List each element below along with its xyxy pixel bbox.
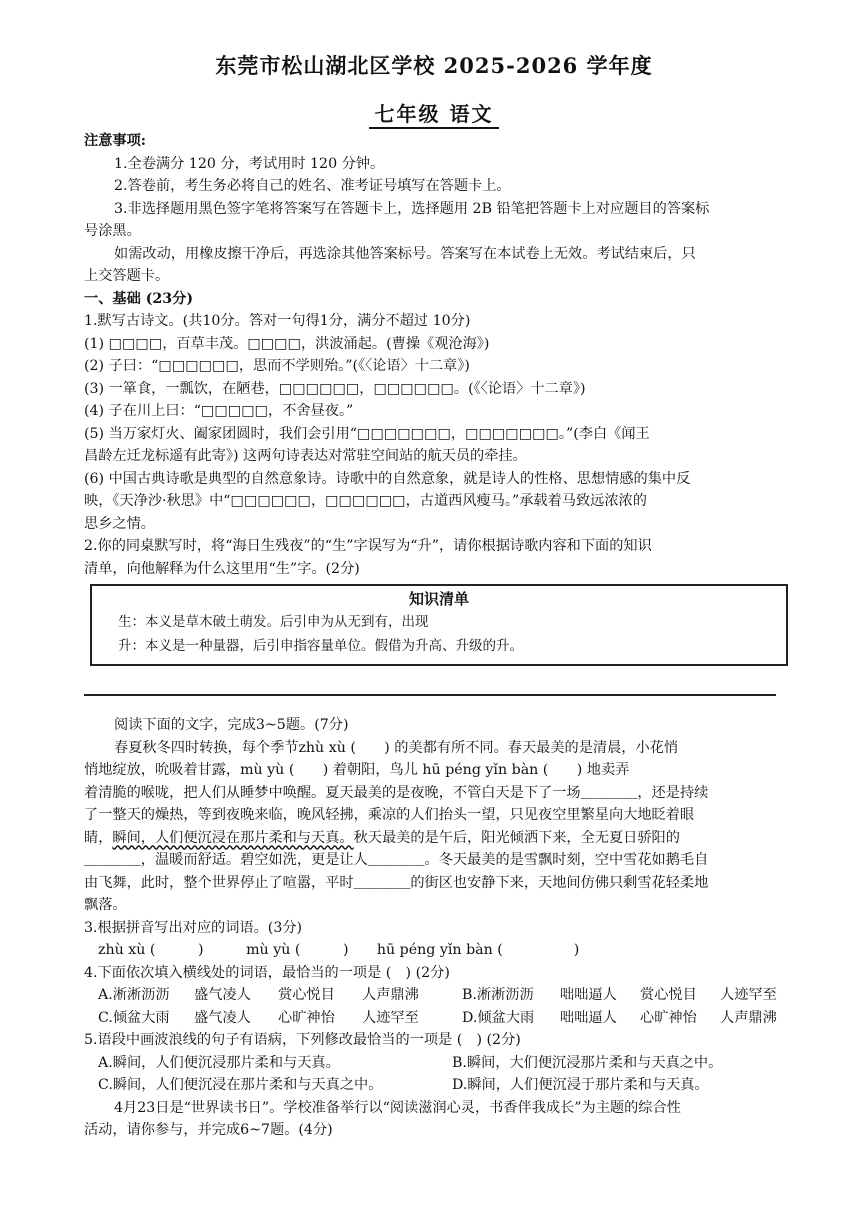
q4-option-word: 人声鼎沸 [720, 1009, 777, 1026]
q4-option-word: 赏心悦目 [278, 987, 335, 1003]
q6-intro: 4月23日是“世界读书日”。学校准备举行以“阅读滋润心灵，书香伴我成长”为主题的综合性 [114, 1099, 681, 1116]
passage-line: ＿＿＿＿，温暖而舒适。碧空如洗，更是让人＿＿＿＿。冬天最美的是雪飘时刻，空中雪花如鹅毛自 [84, 852, 709, 868]
q4-option-word: C.倾盆大雨 [98, 1009, 170, 1026]
q4-option-word: 咄咄逼人 [560, 987, 617, 1003]
wavy-sentence: 瞬间，人们便沉浸在那片柔和与天真。 [112, 829, 354, 846]
exam-subtitle [0, 98, 868, 127]
q4-option-word: 盛气凌人 [194, 1009, 251, 1026]
q1-line: 昌龄左迁龙标遥有此寄》) 这两句诗表达对常驻空间站的航天员的牵挂。 [84, 448, 527, 464]
q1-stem: 1.默写古诗文。(共10分。答对一句得1分，满分不超过 10分) [84, 313, 471, 329]
passage-text: 秋天最美的是午后，阳光倾洒下来，全无夏日骄阳的 [353, 829, 680, 846]
q5-option: A.瞬间，人们便沉浸那片柔和与天真。 [98, 1054, 340, 1071]
knowledge-box-line: 升：本义是一种量器，后引申指容量单位。假借为升高、升级的升。 [118, 638, 523, 654]
q4-option-word: 心旷神怡 [640, 1009, 697, 1026]
q1-line: 映，《天净沙·秋思》中“□□□□□□，□□□□□□，古道西风瘦马。”承载着马致远浓浓的 [84, 493, 647, 509]
q1-line: (1) □□□□，百草丰茂。□□□□，洪波涌起。(曹操《观沧海》) [84, 335, 490, 352]
passage-line: 春夏秋冬四时转换，每个季节zhù xù ( ) 的美都有所不同。春天最美的是清晨，小花悄 [114, 739, 679, 756]
q4-option-word: 人迹罕至 [720, 987, 777, 1003]
q4-option-word: B.淅淅沥沥 [462, 987, 534, 1003]
notice-item: 如需改动，用橡皮擦干净后，再选涂其他答案标号。答案写在本试卷上无效。考试结束后，只 [114, 245, 696, 262]
q1-line: (6) 中国古典诗歌是典型的自然意象诗。诗歌中的自然意象，就是诗人的性格、思想情感的集中反 [84, 470, 691, 487]
reading-intro: 阅读下面的文字，完成3~5题。(7分) [114, 717, 349, 733]
notice-item: 2.答卷前，考生务必将自己的姓名、准考证号填写在答题卡上。 [114, 178, 511, 194]
q3-stem: 3.根据拼音写出对应的词语。(3分) [84, 919, 303, 936]
section1-heading: 一、基础 (23分) [84, 290, 194, 307]
q5-option: D.瞬间，人们便沉浸于那片柔和与天真。 [452, 1077, 709, 1093]
passage-line: 悄地绽放，吮吸着甘露，mù yù ( ) 着朝阳，鸟儿 hū péng yǐn bàn ( ) 地卖弄 [84, 762, 630, 778]
passage-line: 了一整天的燥热，等到夜晚来临，晚风轻拂，乘凉的人们抬头一望，只见夜空里繁星向大地眨着眼 [84, 807, 695, 823]
passage-text: 睛， [84, 829, 113, 846]
q4-stem: 4.下面依次填入横线处的词语，最恰当的一项是 ( ) (2分) [84, 964, 450, 981]
notice-heading: 注意事项: [84, 133, 146, 149]
q4-option-row [84, 984, 794, 1007]
q6-intro: 活动，请你参与，并完成6~7题。(4分) [84, 1122, 333, 1138]
q1-line: (5) 当万家灯火、阖家团圆时，我们会引用“□□□□□□□，□□□□□□□。”(李白《闻王 [84, 425, 650, 442]
subject-label: 七年级 语文 [369, 102, 500, 129]
q1-line: (4) 子在川上曰：“□□□□□，不舍昼夜。” [84, 403, 354, 419]
q2-stem: 清单，向他解释为什么这里用“生”字。(2分) [84, 560, 360, 577]
q4-option-word: 人迹罕至 [362, 1009, 419, 1026]
knowledge-box [90, 584, 788, 666]
notice-item: 上交答题卡。 [84, 268, 170, 284]
q1-line: 思乡之情。 [84, 515, 155, 532]
passage-line: 着清脆的喉咙，把人们从睡梦中唤醒。夏天最美的是夜晚，不管白天是下了一场＿＿＿＿，还是持续 [84, 784, 709, 801]
q5-option-row [84, 1052, 794, 1075]
passage-line [84, 827, 794, 850]
notice-item: 1.全卷满分 120 分，考试用时 120 分钟。 [114, 155, 385, 172]
answer-line [84, 694, 776, 696]
passage-line: 飘落。 [84, 897, 127, 913]
q1-line: (2) 子曰：“□□□□□□，思而不学则殆。”(《〈论语〉十二章》) [84, 358, 470, 374]
q4-option-word: 心旷神怡 [278, 1009, 335, 1026]
q4-option-word: 人声鼎沸 [362, 987, 419, 1003]
q1-line: (3) 一箪食，一瓢饮，在陋巷，□□□□□□，□□□□□□。(《〈论语〉十二章》) [84, 380, 586, 397]
q2-stem: 2.你的同桌默写时，将“海日生残夜”的“生”字误写为“升”，请你根据诗歌内容和下面的知识 [84, 538, 652, 554]
knowledge-box-line: 生：本义是草木破土萌发。后引申为从无到有，出现 [118, 614, 429, 630]
q4-option-word: D.倾盆大雨 [462, 1009, 535, 1026]
notice-item: 号涂黑。 [84, 223, 141, 239]
q4-option-word: 赏心悦目 [640, 987, 697, 1003]
passage-line: 由飞舞，此时，整个世界停止了喧嚣，平时＿＿＿＿的街区也安静下来，天地间仿佛只剩雪花轻柔地 [84, 874, 709, 891]
notice-item: 3.非选择题用黑色签字笔将答案写在答题卡上，选择题用 2B 铅笔把答题卡上对应题目的答案标 [114, 200, 710, 217]
q4-option-row [84, 1007, 794, 1030]
exam-title: 东莞市松山湖北区学校 2025-2026 学年度 [215, 53, 653, 78]
q5-option: C.瞬间，人们便沉浸在那片柔和与天真之中。 [98, 1077, 383, 1093]
q5-option-row [84, 1074, 794, 1097]
exam-content [84, 130, 794, 1142]
q3-pinyin-line: zhù xù ( ) mù yù ( ) hū péng yǐn bàn ( ) [98, 942, 580, 958]
q5-stem: 5.语段中画波浪线的句子有语病，下列修改最恰当的一项是 ( ) (2分) [84, 1032, 521, 1048]
q4-option-word: 盛气凌人 [194, 987, 251, 1003]
q4-option-word: 咄咄逼人 [560, 1009, 617, 1026]
knowledge-box-title: 知识清单 [408, 590, 469, 608]
q5-option: B.瞬间，大们便沉浸那片柔和与天真之中。 [452, 1054, 723, 1071]
q4-option-word: A.淅淅沥沥 [98, 987, 170, 1003]
